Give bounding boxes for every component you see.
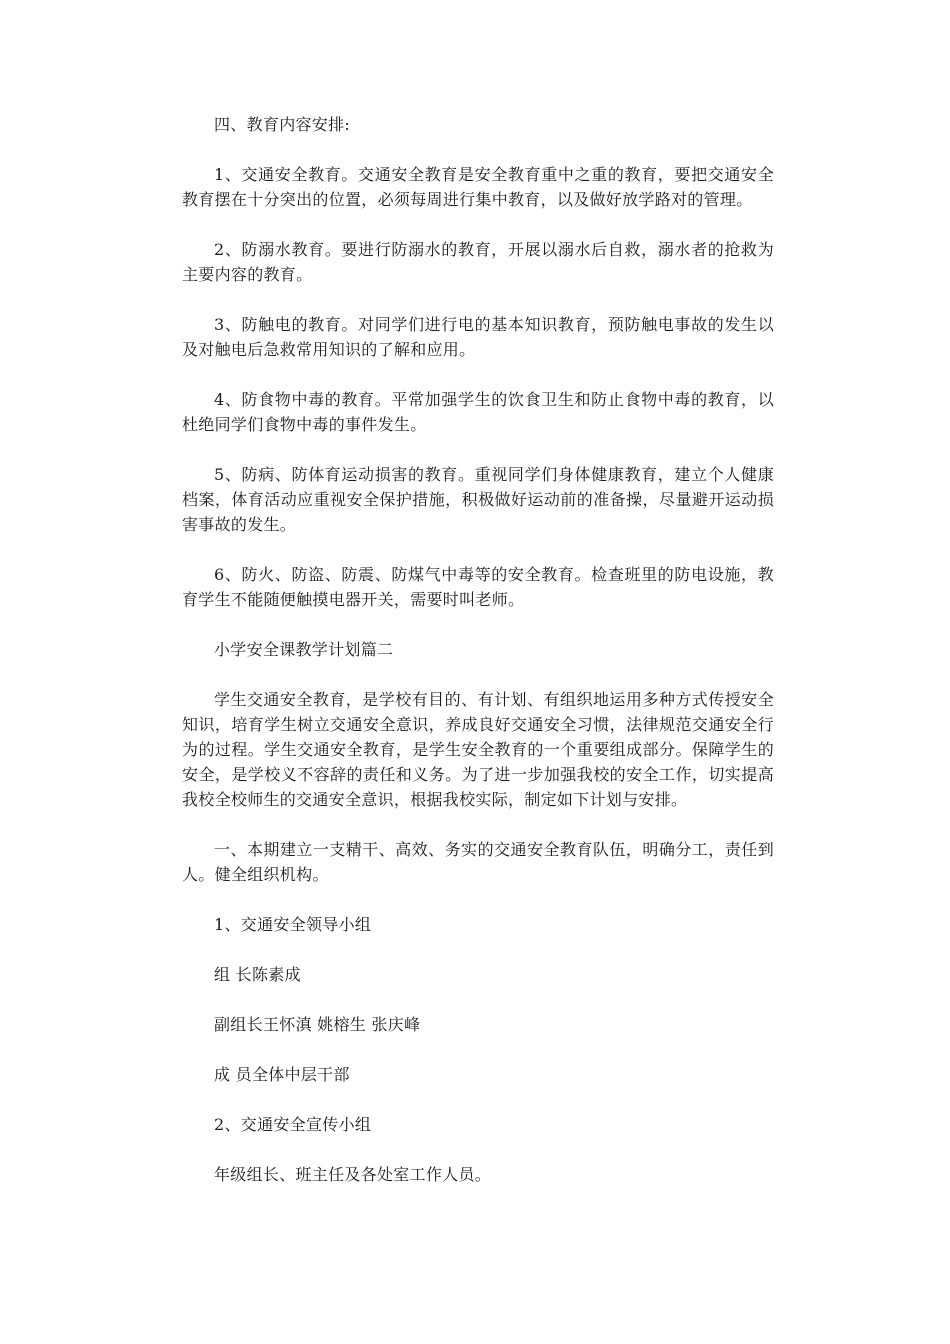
paragraph-fire-theft: 6、防火、防盗、防震、防煤气中毒等的安全教育。检查班里的防电设施，教育学生不能随便触摸电器开关，需要时叫老师。 [182,565,774,609]
list-item-leadership-group: 1、交通安全领导小组 [214,915,372,934]
paragraph-intro-part-two: 学生交通安全教育，是学校有目的、有计划、有组织地运用多种方式传授安全知识，培育学生树立交通安全意识，养成良好交通安全习惯，法律规范交通安全行为的过程。学生交通安全教育，是学生安全教育的一个重要组成部分。保障学生的安全，是学校义不容辞的责任和义务。为了进一步加强我校的安全工作，切实提高我校全校师生的交通安全意识，根据我校实际，制定如下计划与安排。 [182,690,774,809]
list-item-deputy-leaders: 副组长王怀滇 姚榕生 张庆峰 [214,1015,421,1034]
list-item-publicity-group: 2、交通安全宣传小组 [214,1115,372,1134]
paragraph-sports-injury: 5、防病、防体育运动损害的教育。重视同学们身体健康教育，建立个人健康档案，体育活动应重视安全保护措施，积极做好运动前的准备操，尽量避开运动损害事故的发生。 [182,465,774,534]
section-title-part-two: 小学安全课教学计划篇二 [214,640,394,659]
paragraph-team-setup: 一、本期建立一支精干、高效、务实的交通安全教育队伍，明确分工，责任到人。健全组织机构。 [182,840,774,884]
paragraph-drowning-prevention: 2、防溺水教育。要进行防溺水的教育，开展以溺水后自救，溺水者的抢救为主要内容的教育。 [182,240,774,284]
list-item-publicity-members: 年级组长、班主任及各处室工作人员。 [214,1165,492,1184]
list-item-group-leader: 组 长陈素成 [214,965,301,984]
paragraph-food-poisoning: 4、防食物中毒的教育。平常加强学生的饮食卫生和防止食物中毒的教育，以杜绝同学们食物中毒的事件发生。 [182,390,774,434]
section-heading-content-arrangement: 四、教育内容安排: [214,115,351,134]
paragraph-electric-shock: 3、防触电的教育。对同学们进行电的基本知识教育，预防触电事故的发生以及对触电后急救常用知识的了解和应用。 [182,315,774,359]
document-body [182,112,774,1187]
list-item-members: 成 员全体中层干部 [214,1065,350,1084]
paragraph-traffic-safety: 1、交通安全教育。交通安全教育是安全教育重中之重的教育，要把交通安全教育摆在十分突出的位置，必须每周进行集中教育，以及做好放学路对的管理。 [182,165,774,209]
